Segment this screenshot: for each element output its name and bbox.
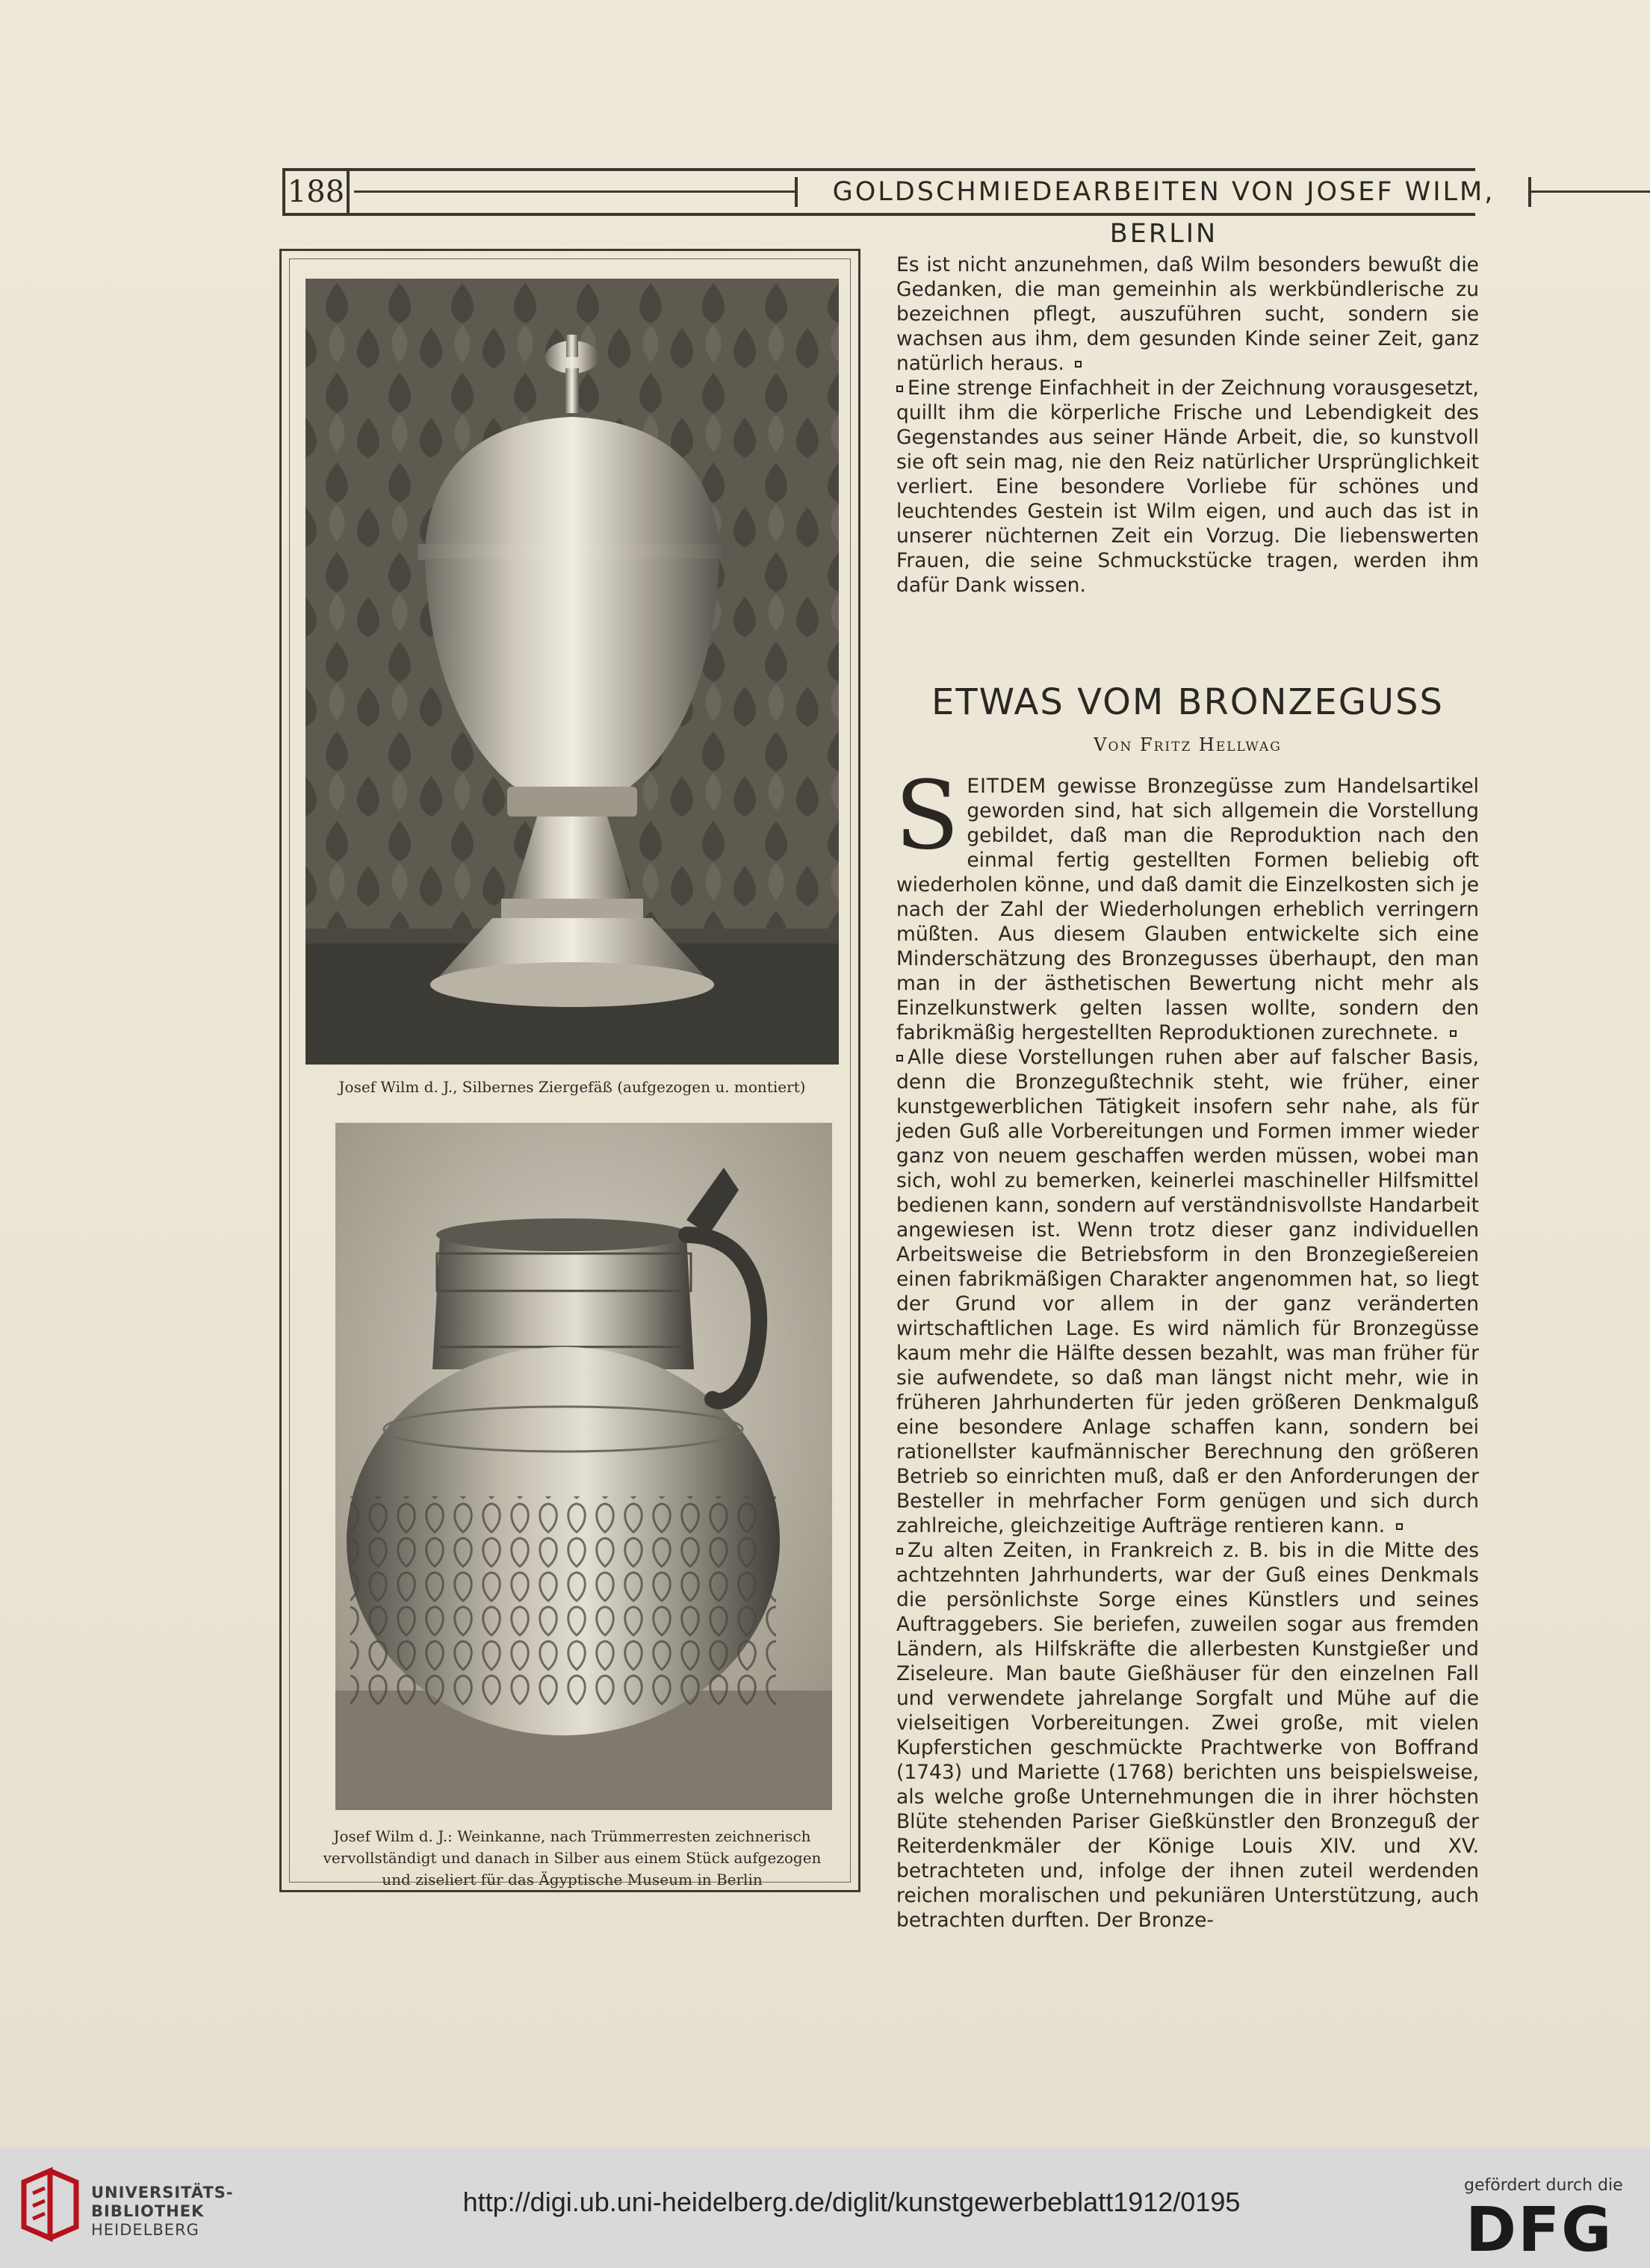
- permalink-url[interactable]: http://digi.ub.uni-heidelberg.de/diglit/kunstgewerbeblatt1912/0195: [462, 2187, 1241, 2217]
- goblet-illustration: [306, 279, 839, 1065]
- header-rule-right: [1531, 190, 1650, 193]
- paragraph: [896, 1045, 1479, 1538]
- lead-word: EITDEM: [967, 775, 1047, 798]
- square-ornament-icon: [896, 1548, 903, 1555]
- funding-label: gefördert durch die: [1464, 2176, 1623, 2195]
- paragraph: [895, 760, 1479, 1045]
- digitization-footer: [0, 2148, 1650, 2268]
- article-byline: Von Fritz Hellwag: [1094, 734, 1282, 755]
- photo-silver-goblet: [306, 279, 839, 1065]
- paragraph-text: Alle diese Vorstellungen ruhen aber auf falscher Basis, denn die Bronzegußtechnik steht, wie früher, einer kunstgewerblichen Tätigkeit insofern sehr nahe, als für jeden Guß alle Vorbereitungen und Formen immer wieder ganz von neuem geschaffen werden müssen, wobei man sich, wohl zu bemerken, keinerlei maschineller Hilfsmittel bedienen kann, sondern auf verständnisvollste Handarbeit angewiesen ist. Wenn trotz dieser ganz individuellen Arbeitsweise die Betriebsform in den Bronzegießereien einen fabrikmäßigen Charakter angenommen hat, so liegt der Grund vor allem in der ganz veränderten wirtschaftlichen Lage. Es wird nämlich für Bronzegüsse kaum mehr die Hälfte dessen bezahlt, was man früher für sie aufwendete, so daß man längst nicht mehr, wie in früheren Jahrhunderten für jeden größeren Denkmalguß eine besondere Anlage schaffen kann, sondern bei rationellster kaufmännischer Berechnung den größeren Betrieb so einrichten muß, daß er den Anforderungen der Besteller in mehrfacher Form genügen und sich durch zahlreiche, gleichzeitige Aufträge rentieren kann.: [896, 1046, 1479, 1537]
- square-ornament-icon: [1075, 361, 1082, 368]
- paragraph: [896, 252, 1479, 376]
- library-name: [91, 2184, 234, 2240]
- square-ornament-icon: [1396, 1523, 1403, 1530]
- figure-panel: [279, 249, 860, 1892]
- drop-cap: S: [895, 760, 960, 870]
- figure-2-caption: [311, 1826, 833, 1891]
- ub-heidelberg-logo-icon: [16, 2167, 84, 2249]
- dfg-logo: DFG: [1466, 2195, 1613, 2266]
- paragraph: [896, 376, 1479, 598]
- header-rule-left: [354, 190, 795, 193]
- header-divider: [795, 177, 798, 207]
- square-ornament-icon: [1450, 1030, 1457, 1037]
- figure-2-caption-line: vervollständigt und danach in Silber aus einem Stück aufgezogen: [323, 1849, 822, 1867]
- figure-2-caption-line: Josef Wilm d. J.: Weinkanne, nach Trümmerresten zeichnerisch: [333, 1827, 811, 1845]
- figure-2-caption-line: und ziseliert für das Ägyptische Museum in Berlin: [382, 1871, 763, 1889]
- text-column-article: [895, 760, 1479, 1933]
- paragraph-text: Es ist nicht anzunehmen, daß Wilm besonders bewußt die Gedanken, die man gemeinhin als werkbündlerische zu bezeichnen pflegt, auszuführen sucht, sondern sie wachsen aus ihm, dem gesunden Kinde seiner Zeit, ganz natürlich heraus.: [896, 253, 1479, 375]
- paragraph-text: Zu alten Zeiten, in Frankreich z. B. bis in die Mitte des achtzehnten Jahrhunderts, war der Guß eines Denkmals die persönlichste Sorge eines Künstlers und seines Auftraggebers. Sie beriefen, zuweilen sogar aus fremden Ländern, als Hilfskräfte die allerbesten Kunstgießer und Ziseleure. Man baute Gießhäuser für den einzelnen Fall und verwendete jahrelange Sorgfalt und Mühe auf die vielseitigen Vorbereitungen. Zwei große, mit vielen Kupferstichen geschmückte Prachtwerke von Boffrand (1743) und Mariette (1768) berichten uns beispielsweise, als welche große Unternehmungen die in ihrer höchsten Blüte stehenden Pariser Gießkünstler den Bronzeguß der Reiterdenkmäler der Könige Louis XIV. und XV. betrachteten und, infolge der ihnen zuteil werdenden reichen moralischen und pekuniären Unterstützung, auch betrachten durften. Der Bronze-: [896, 1539, 1479, 1932]
- library-line: UNIVERSITÄTS-: [91, 2184, 234, 2202]
- photo-wine-jug: [335, 1123, 832, 1810]
- jug-illustration: [335, 1123, 832, 1810]
- running-header: [282, 168, 1495, 249]
- library-line: HEIDELBERG: [91, 2221, 199, 2239]
- running-title: GOLDSCHMIEDEARBEITEN VON JOSEF WILM, BERLIN: [832, 177, 1495, 249]
- figure-1-caption: Josef Wilm d. J., Silbernes Ziergefäß (aufgezogen u. montiert): [338, 1078, 806, 1096]
- paragraph: [896, 1538, 1479, 1933]
- square-ornament-icon: [896, 1055, 903, 1062]
- text-column-top: [896, 252, 1479, 598]
- paragraph-text: Eine strenge Einfachheit in der Zeichnung vorausgesetzt, quillt ihm die körperliche Frische und Lebendigkeit des Gegenstandes aus seiner Hände Arbeit, die, so kunstvoll sie oft sein mag, nie den Reiz natürlicher Ursprünglichkeit verliert. Eine besondere Vorliebe für schönes und leuchtendes Gestein ist Wilm eigen, und auch das ist in unserer nüchternen Zeit ein Vorzug. Die liebenswerten Frauen, die seine Schmuckstücke tragen, werden ihm dafür Dank wissen.: [896, 377, 1479, 597]
- paragraph-text: gewisse Bronzegüsse zum Handelsartikel geworden sind, hat sich allgemein die Vorstellung gebildet, daß man die Reproduktion nach den einmal fertig gestellten Formen beliebig oft wiederholen könne, und daß damit die Einzelkosten sich je nach der Zahl der Wiederholungen erheblich verringern müßten. Aus diesem Glauben entwickelte sich eine Minderschätzung des Bronzegusses überhaupt, den man man in der ästhetischen Bewertung nicht mehr als Einzelkunstwerk gelten lassen wollte, sondern den fabrikmäßig hergestellten Reproduktionen zurechnete.: [896, 775, 1479, 1044]
- library-line: BIBLIOTHEK: [91, 2202, 205, 2220]
- article-title: ETWAS VOM BRONZEGUSS: [931, 681, 1444, 723]
- square-ornament-icon: [896, 385, 903, 392]
- page-number: 188: [282, 168, 350, 216]
